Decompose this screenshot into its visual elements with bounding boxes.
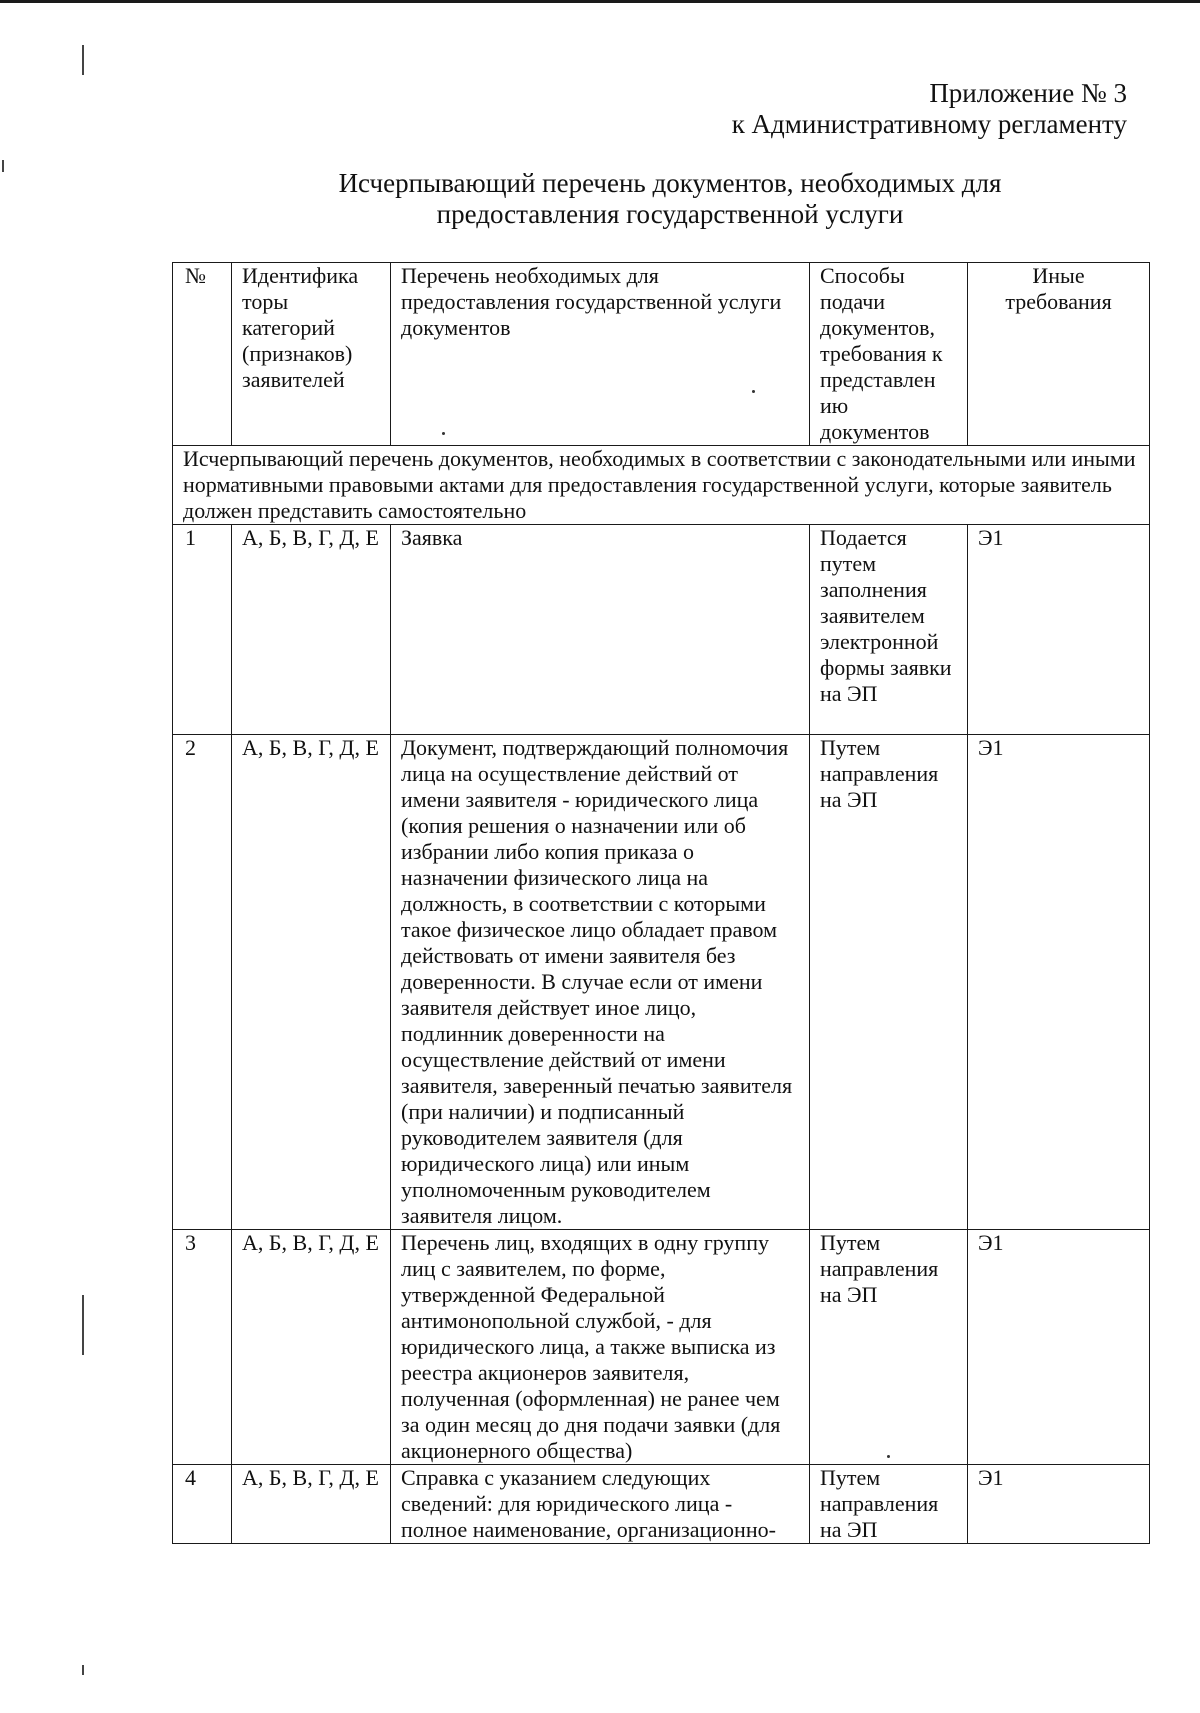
- appendix-number: Приложение № 3: [929, 78, 1127, 108]
- table-header-row: [173, 263, 1150, 446]
- header-categories: Идентифика торы категорий (признаков) заявителей: [232, 263, 391, 446]
- page-top-border: [0, 0, 1200, 3]
- documents-table: [172, 262, 1150, 1544]
- table-row: [173, 525, 1150, 735]
- row-categories: А, Б, В, Г, Д, Е: [232, 525, 391, 735]
- header-submission-methods: Способы подачи документов, требования к представлен ию документов: [810, 263, 968, 446]
- row-number: 3: [173, 1230, 232, 1465]
- appendix-label: [732, 78, 1127, 140]
- table-row: [173, 1230, 1150, 1465]
- header-documents: Перечень необходимых для предоставления государственной услуги документов: [391, 263, 810, 446]
- row-document: Справка с указанием следующих сведений: для юридического лица - полное наименование, организационно-: [391, 1465, 810, 1544]
- row-submission-method: Путем направления на ЭП: [810, 1230, 968, 1465]
- row-number: 1: [173, 525, 232, 735]
- scan-speck: [442, 432, 445, 435]
- row-number: 4: [173, 1465, 232, 1544]
- row-categories: А, Б, В, Г, Д, Е: [232, 1465, 391, 1544]
- scan-speck: [752, 390, 755, 393]
- appendix-reference: к Административному регламенту: [731, 109, 1127, 139]
- scan-margin-mark: [2, 160, 4, 172]
- scan-margin-mark: [82, 1295, 84, 1355]
- row-submission-method: Подается путем заполнения заявителем электронной формы заявки на ЭП: [810, 525, 968, 735]
- document-title-line-2: предоставления государственной услуги: [436, 199, 904, 229]
- row-other-requirements: Э1: [968, 525, 1150, 735]
- row-submission-method: Путем направления на ЭП: [810, 1465, 968, 1544]
- row-other-requirements: Э1: [968, 1230, 1150, 1465]
- row-document: Заявка: [391, 525, 810, 735]
- scan-margin-mark: [82, 1665, 84, 1675]
- row-categories: А, Б, В, Г, Д, Е: [232, 1230, 391, 1465]
- scan-margin-mark: [82, 45, 84, 75]
- document-title-line-1: Исчерпывающий перечень документов, необходимых для: [338, 168, 1002, 198]
- row-number: 2: [173, 735, 232, 1230]
- row-document: Перечень лиц, входящих в одну группу лиц с заявителем, по форме, утвержденной Федеральной антимонопольной службой, - для юридического лица, а также выписка из реестра акционеров заявителя, полученная (оформленная) не ранее чем за один месяц до дня подачи заявки (для акционерного общества): [391, 1230, 810, 1465]
- table-row: [173, 735, 1150, 1230]
- row-submission-method: Путем направления на ЭП: [810, 735, 968, 1230]
- section-heading: Исчерпывающий перечень документов, необходимых в соответствии с законодательными или иными нормативными правовыми актами для предоставления государственной услуги, которые заявитель должен представить самостоятельно: [173, 446, 1150, 525]
- scan-speck: [887, 1455, 890, 1458]
- document-title: [170, 168, 1170, 230]
- table-row: [173, 1465, 1150, 1544]
- row-other-requirements: Э1: [968, 735, 1150, 1230]
- row-other-requirements: Э1: [968, 1465, 1150, 1544]
- section-heading-row: [173, 446, 1150, 525]
- row-document: Документ, подтверждающий полномочия лица на осуществление действий от имени заявителя - юридического лица (копия решения о назначении или об избрании либо копия приказа о назначении физического лица на должность, в соответствии с которыми такое физическое лицо обладает правом действовать от имени заявителя без доверенности. В случае если от имени заявителя действует иное лицо, подлинник доверенности на осуществление действий от имени заявителя, заверенный печатью заявителя (при наличии) и подписанный руководителем заявителя (для юридического лица) или иным уполномоченным руководителем заявителя лицом.: [391, 735, 810, 1230]
- row-categories: А, Б, В, Г, Д, Е: [232, 735, 391, 1230]
- header-number: №: [173, 263, 232, 446]
- header-other-requirements: Иные требования: [968, 263, 1150, 446]
